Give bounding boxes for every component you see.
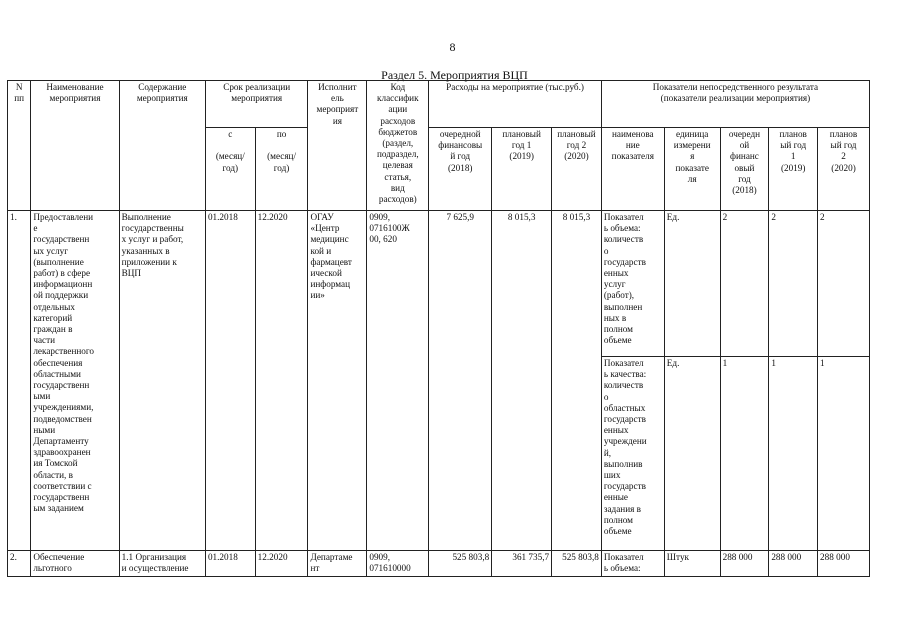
header-ind-unit: единица измерени я показате ля (664, 128, 720, 211)
indicator-2020: 1 (818, 357, 870, 551)
indicator-2019: 1 (769, 357, 818, 551)
row-budget-code: 0909, 071610000 (367, 551, 429, 577)
row-from: 01.2018 (205, 211, 255, 551)
row-budget-code: 0909, 0716100Ж 00, 620 (367, 211, 429, 551)
row-to: 12.2020 (255, 211, 308, 551)
row-name: Предоставлени е государственн ых услуг (выполнение работ) в сфере информационн ой поддержки отдельных категорий граждан в части лекарственного обеспечения областными государственн ыми учреждениями, подведомствен ными Департаменту здравоохранен ия Томской области, в соответствии с государственн ым заданием (31, 211, 119, 551)
header-to: по (месяц/ год) (255, 128, 308, 211)
measures-table (7, 80, 870, 577)
header-executor: Исполнит ель мероприят ия (308, 81, 367, 211)
row-num: 2. (8, 551, 31, 577)
indicator-2018: 2 (720, 211, 769, 357)
indicator-unit: Штук (664, 551, 720, 577)
row-from: 01.2018 (205, 551, 255, 577)
header-from: с (месяц/ год) (205, 128, 255, 211)
row-exp-2020: 8 015,3 (552, 211, 602, 551)
header-period: Срок реализации мероприятия (205, 81, 308, 128)
indicator-unit: Ед. (664, 357, 720, 551)
header-indicators: Показатели непосредственного результата (показатели реализации мероприятия) (601, 81, 869, 128)
header-num: N пп (8, 81, 31, 211)
indicator-2019: 2 (769, 211, 818, 357)
section-title: Раздел 5. Мероприятия ВЦП (381, 68, 528, 82)
row-exp-2020: 525 803,8 (552, 551, 602, 577)
row-content: 1.1 Организация и осуществление (119, 551, 205, 577)
row-exp-2018: 525 803,8 (429, 551, 492, 577)
row-exp-2019: 8 015,3 (492, 211, 552, 551)
indicator-unit: Ед. (664, 211, 720, 357)
row-name: Обеспечение льготного (31, 551, 119, 577)
row-exp-2019: 361 735,7 (492, 551, 552, 577)
header-budget-code: Код классифик ации расходов бюджетов (раздел, подраздел, целевая статья, вид расходов) (367, 81, 429, 211)
header-ind-2020: планов ый год 2 (2020) (818, 128, 870, 211)
header-exp-2020: плановый год 2 (2020) (552, 128, 602, 211)
indicator-2019: 288 000 (769, 551, 818, 577)
header-row-1 (8, 81, 870, 128)
indicator-name: Показател ь объема: (601, 551, 664, 577)
row-num: 1. (8, 211, 31, 551)
indicator-2020: 2 (818, 211, 870, 357)
header-content: Содержание мероприятия (119, 81, 205, 211)
header-exp-2019: плановый год 1 (2019) (492, 128, 552, 211)
indicator-2018: 288 000 (720, 551, 769, 577)
header-ind-2018: очередн ой финанс овый год (2018) (720, 128, 769, 211)
page-number: 8 (449, 40, 456, 54)
header-ind-2019: планов ый год 1 (2019) (769, 128, 818, 211)
header-expenses: Расходы на мероприятие (тыс.руб.) (429, 81, 602, 128)
header-name: Наименование мероприятия (31, 81, 119, 211)
table-row (8, 551, 870, 577)
row-exp-2018: 7 625,9 (429, 211, 492, 551)
header-exp-2018: очередной финансовы й год (2018) (429, 128, 492, 211)
row-to: 12.2020 (255, 551, 308, 577)
header-ind-name: наименова ние показателя (601, 128, 664, 211)
indicator-2018: 1 (720, 357, 769, 551)
indicator-2020: 288 000 (818, 551, 870, 577)
row-executor: ОГАУ «Центр медицинс кой и фармацевт ической информац ии» (308, 211, 367, 551)
row-executor: Департаме нт (308, 551, 367, 577)
indicator-name: Показател ь объема: количеств о государств енных услуг (работ), выполнен ных в полном объеме (601, 211, 664, 357)
indicator-name: Показател ь качества: количеств о областных государств енных учреждени й, выполнив ших государств енные задания в полном объеме (601, 357, 664, 551)
row-content: Выполнение государственны х услуг и работ, указанных в приложении к ВЦП (119, 211, 205, 551)
table-row (8, 211, 870, 357)
